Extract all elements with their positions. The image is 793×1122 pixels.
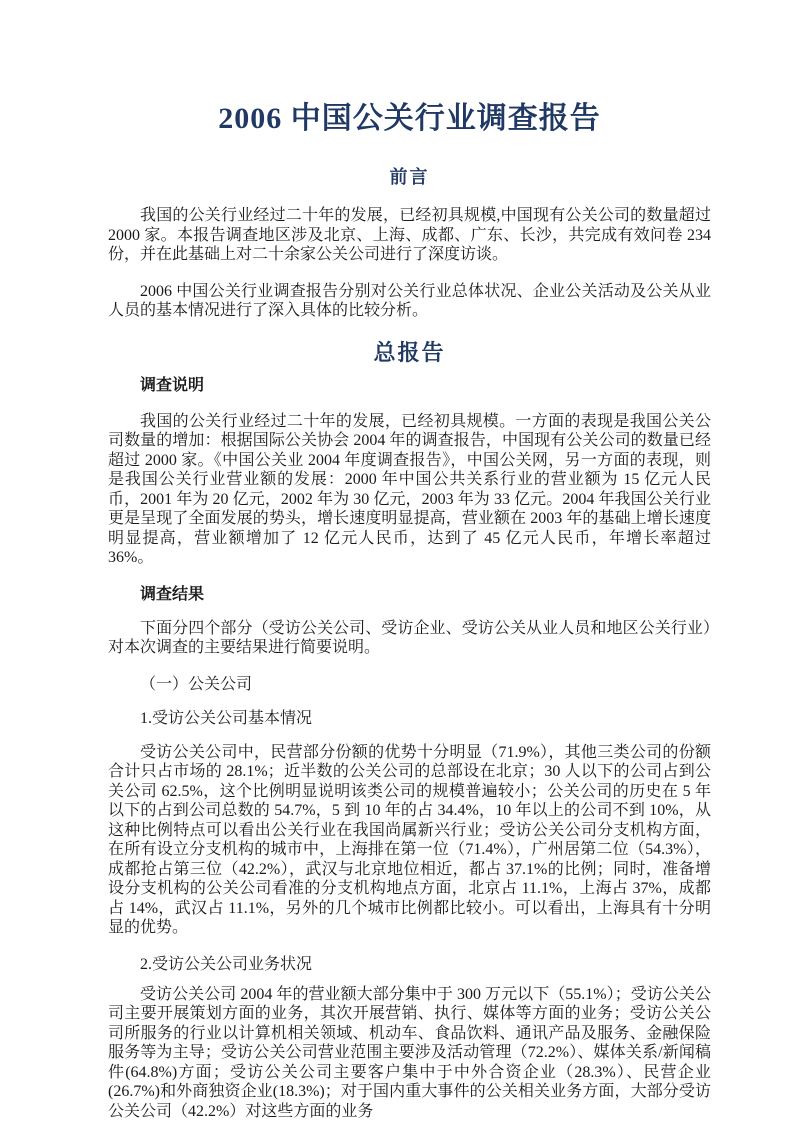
survey-results-heading: 调查结果 bbox=[140, 585, 205, 603]
part1-heading: （一）公关公司 bbox=[140, 675, 253, 693]
foreword-paragraph-2: 2006 中国公关行业调查报告分别对公关行业总体状况、企业公关活动及公关从业人员的基本情况进行了深入具体的比较分析。 bbox=[108, 282, 711, 319]
main-report-heading: 总报告 bbox=[373, 339, 446, 365]
document-title: 2006 中国公关行业调查报告 bbox=[218, 102, 601, 135]
results-intro-paragraph: 下面分四个部分（受访公关公司、受访企业、受访公关从业人员和地区公关行业）对本次调查的主要结果进行简要说明。 bbox=[108, 619, 711, 656]
item1-paragraph: 受访公关公司中，民营部分份额的优势十分明显（71.9%），其他三类公司的份额合计只占市场的 28.1%；近半数的公关公司的总部设在北京；30 人以下的公司占到公关公司 62.5%，这个比例明显说明该类公司的规模普遍较小；公关公司的历史在 5 年以下的占到公司总数的 54.7%，5 到 10 年的占 34.4%，10 年以上的公司不到 10%，从这种比例特点可以看出公关行业在我国尚属新兴行业；受访公关公司分支机构方面，在所有设立分支机构的城市中，上海排在第一位（71.4%），广州居第二位（54.3%），成都抢占第三位（42.2%），武汉与北京地位相近，都占 37.1%的比例；同时，准备增设分支机构的公关公司看准的分支机构地点方面，北京占 11.1%，上海占 37%，成都占 14%，武汉占 11.1%，另外的几个城市比例都比较小。可以看出，上海具有十分明显的优势。 bbox=[108, 743, 711, 936]
item1-heading: 1.受访公关公司基本情况 bbox=[140, 709, 313, 727]
survey-description-heading: 调查说明 bbox=[140, 376, 205, 394]
survey-description-paragraph: 我国的公关行业经过二十年的发展，已经初具规模。一方面的表现是我国公关公司数量的增加：根据国际公关协会 2004 年的调查报告，中国现有公关公司的数量已经超过 2000 家。《中国公关业 2004 年度调查报告》，中国公关网，另一方面的表现，则是我国公关行业营业额的发展：2000 年中国公共关系行业的营业额为 15 亿元人民币，2001 年为 20 亿元，2002 年为 30 亿元，2003 年为 33 亿元。2004 年我国公关行业更是呈现了全面发展的势头，增长速度明显提高，营业额在 2003 年的基础上增长速度明显提高，营业额增加了 12 亿元人民币，达到了 45 亿元人民币，年增长率超过 36%。 bbox=[108, 412, 711, 566]
foreword-heading: 前言 bbox=[389, 167, 430, 187]
foreword-paragraph-1: 我国的公关行业经过二十年的发展，已经初具规模,中国现有公关公司的数量超过 2000 家。本报告调查地区涉及北京、上海、成都、广东、长沙，共完成有效问卷 234 份，并在此基础上对二十余家公关公司进行了深度访谈。 bbox=[108, 207, 711, 263]
item2-heading: 2.受访公关公司业务状况 bbox=[140, 955, 313, 973]
item2-paragraph: 受访公关公司 2004 年的营业额大部分集中于 300 万元以下（55.1%）；受访公关公司主要开展策划方面的业务，其次开展营销、执行、媒体等方面的业务；受访公关公司所服务的行业以计算机相关领域、机动车、食品饮料、通讯产品及服务、金融保险服务等为主导；受访公关公司营业范围主要涉及活动管理（72.2%）、媒体关系/新闻稿件(64.8%)方面；受访公关公司主要客户集中于中外合资企业（28.3%）、民营企业(26.7%)和外商独资企业(18.3%)；对于国内重大事件的公关相关业务方面，大部分受访公关公司（42.2%）对这些方面的业务 bbox=[108, 985, 711, 1120]
